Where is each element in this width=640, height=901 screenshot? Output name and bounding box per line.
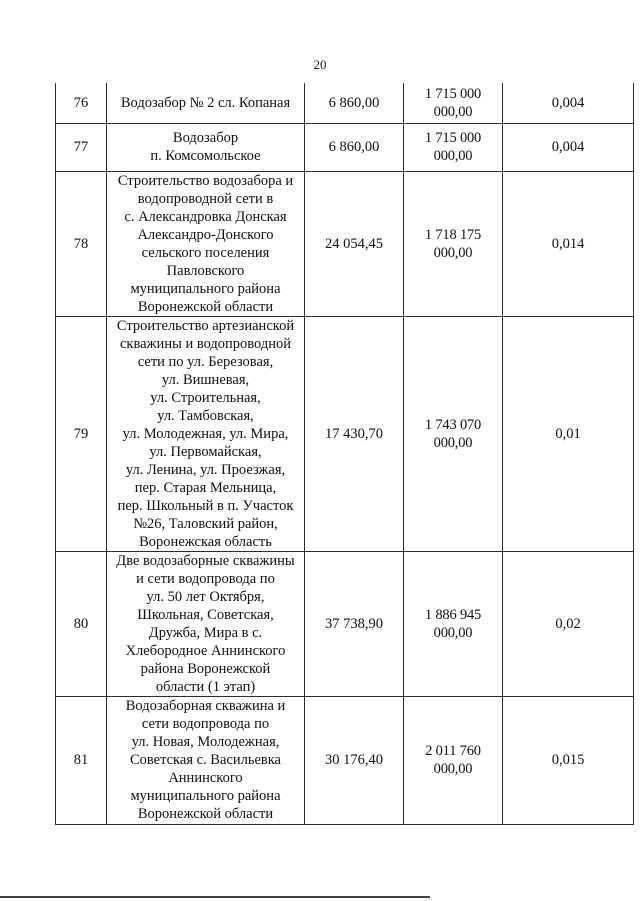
object-name [107, 696, 305, 824]
object-amount: 1 743 070 000,00 [404, 316, 503, 551]
object-name [107, 123, 305, 171]
table-row [56, 316, 634, 551]
object-name [107, 83, 305, 123]
scan-edge-line [0, 896, 430, 898]
table-row [56, 83, 634, 123]
objects-table [55, 83, 634, 825]
object-name [107, 551, 305, 696]
object-name [107, 316, 305, 551]
row-number: 76 [56, 83, 107, 123]
object-name [107, 171, 305, 316]
object-name-text: Строительство артезианской скважины и водопроводной сети по ул. Березовая, ул. Вишневая, ул. Строительная, ул. Тамбовская, ул. Молодежная, ул. Мира, ул. Первомайская, ул. Ленина, ул. Проезжая, пер. Старая Мельница, пер. Школьный в п. Участок №26, Таловский район, Воронежская область [116, 317, 295, 550]
table-row [56, 696, 634, 824]
object-name-text: Водозабор № 2 сл. Копаная [120, 94, 291, 111]
object-amount: 1 886 945 000,00 [404, 551, 503, 696]
row-number: 79 [56, 316, 107, 551]
object-amount: 1 718 175 000,00 [404, 171, 503, 316]
object-ratio: 0,014 [503, 171, 634, 316]
object-value: 30 176,40 [305, 696, 404, 824]
object-amount: 1 715 000 000,00 [404, 83, 503, 123]
table-row [56, 123, 634, 171]
object-name-text: Водозабор п. Комсомольское [150, 130, 261, 164]
object-value: 17 430,70 [305, 316, 404, 551]
object-value: 24 054,45 [305, 171, 404, 316]
row-number: 80 [56, 551, 107, 696]
object-value: 6 860,00 [305, 123, 404, 171]
row-number: 78 [56, 171, 107, 316]
object-ratio: 0,02 [503, 551, 634, 696]
object-name-text: Две водозаборные скважины и сети водопровода по ул. 50 лет Октября, Школьная, Советская, Дружба, Мира в с. Хлебородное Аннинского района Воронежской области (1 этап) [116, 552, 295, 695]
page-number: 20 [313, 57, 327, 72]
row-number: 77 [56, 123, 107, 171]
object-ratio: 0,015 [503, 696, 634, 824]
object-value: 6 860,00 [305, 83, 404, 123]
object-ratio: 0,004 [503, 123, 634, 171]
object-amount: 2 011 760 000,00 [404, 696, 503, 824]
object-name-text: Водозаборная скважина и сети водопровода по ул. Новая, Молодежная, Советская с. Васильевка Аннинского муниципального района Воронежской области [125, 698, 286, 822]
row-number: 81 [56, 696, 107, 824]
object-ratio: 0,01 [503, 316, 634, 551]
object-ratio: 0,004 [503, 83, 634, 123]
object-amount: 1 715 000 000,00 [404, 123, 503, 171]
object-value: 37 738,90 [305, 551, 404, 696]
object-name-text: Строительство водозабора и водопроводной сети в с. Александровка Донская Александро-Донского сельского поселения Павловского муниципального района Воронежской области [117, 172, 294, 315]
table-row [56, 551, 634, 696]
table-row [56, 171, 634, 316]
